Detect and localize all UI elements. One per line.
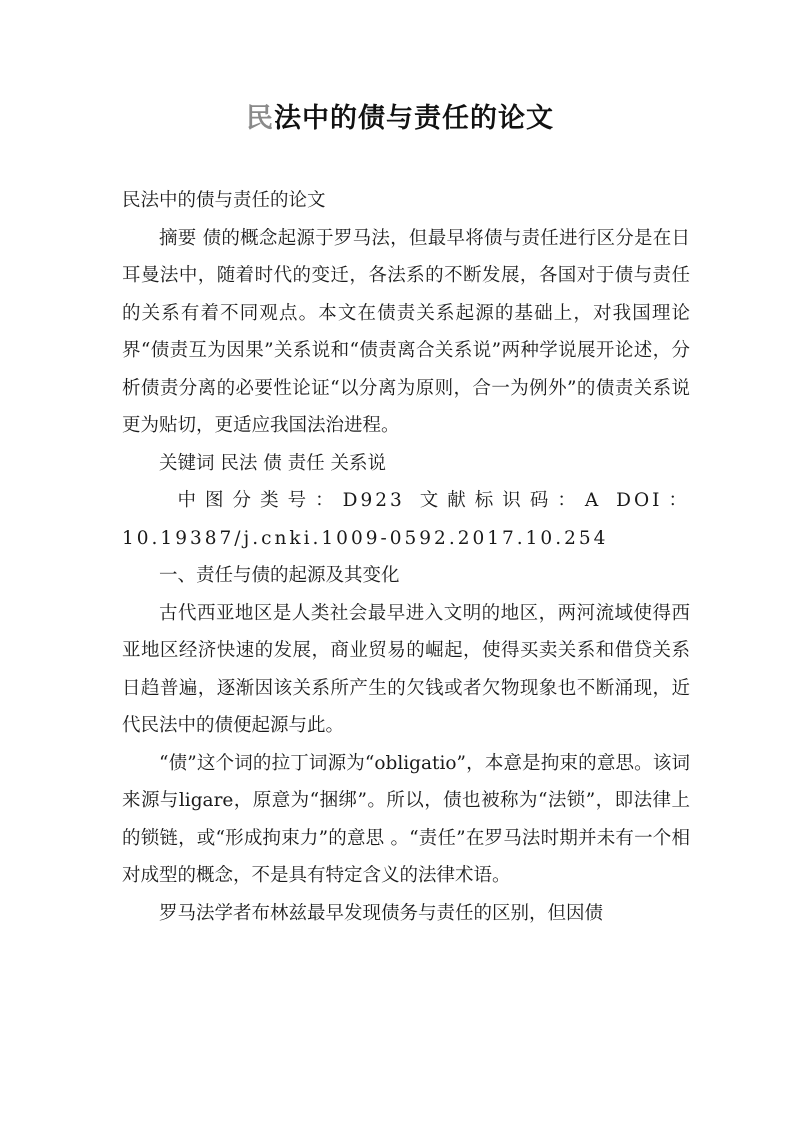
document-title	[0, 96, 800, 135]
abstract-paragraph: 摘要 债的概念起源于罗马法，但最早将债与责任进行区分是在日耳曼法中，随着时代的变迁，各法系的不断发展，各国对于债与责任的关系有着不同观点。本文在债责关系起源的基础上，对我国理论界“债责互为因果”关系说和“债责离合关系说”两种学说展开论述，分析债责分离的必要性论证“以分离为原则，合一为例外”的债责关系说更为贴切，更适应我国法治进程。	[122, 227, 690, 436]
body-paragraph: 古代西亚地区是人类社会最早进入文明的地区，两河流域使得西亚地区经济快速的发展，商业贸易的崛起，使得买卖关系和借贷关系日趋普遍，逐渐因该关系所产生的欠钱或者欠物现象也不断涌现，近代民法中的债便起源与此。	[122, 602, 690, 736]
body-paragraph: “债”这个词的拉丁词源为“obligatio”，本意是拘束的意思。该词来源与ligare，原意为“捆绑”。所以，债也被称为“法锁”，即法律上的锁链，或“形成拘束力”的意思 。“责任”在罗马法时期并未有一个相对成型的概念，不是具有特定含义的法律术语。	[122, 752, 690, 886]
section-heading: 一、责任与债的起源及其变化	[159, 565, 400, 586]
body-paragraph: 罗马法学者布林兹最早发现债务与责任的区别，但因债	[159, 902, 604, 924]
subtitle-line: 民法中的债与责任的论文	[122, 190, 326, 211]
title-first-char: 民	[246, 103, 274, 134]
classification-line: 中图分类号：D923 文献标识码：A DOI：10.19387/j.cnki.1009-0592.2017.10.254	[122, 490, 690, 549]
document-body	[122, 182, 690, 932]
title-rest: 法中的债与责任的论文	[274, 103, 554, 134]
keywords-line: 关键词 民法 债 责任 关系说	[159, 452, 387, 474]
